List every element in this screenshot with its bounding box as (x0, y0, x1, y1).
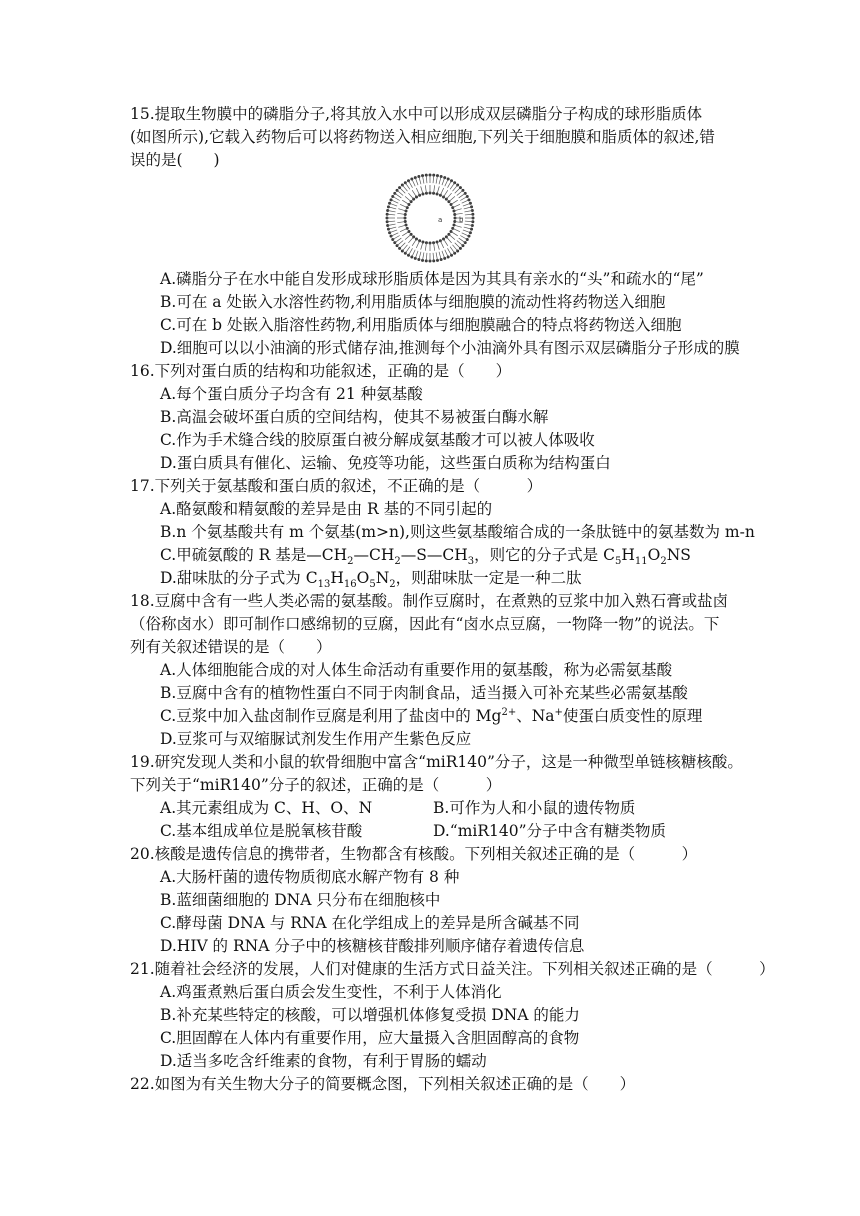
lipid-tail (393, 236, 400, 240)
q16-option-b: B.高温会破坏蛋白质的空间结构，使其不易被蛋白酶水解 (160, 408, 549, 426)
q21-option-a: A.鸡蛋煮熟后蛋白质会发生变性，不利于人体消化 (160, 983, 502, 1001)
lipid-tail (408, 193, 413, 199)
lipid-tail (440, 188, 443, 195)
q17-stem: 17.下列关于氨基酸和蛋白质的叙述，不正确的是（ ） (130, 477, 543, 495)
lipid-tail (454, 225, 462, 227)
lipid-tail (449, 234, 455, 239)
lipid-head (443, 257, 446, 260)
lipid-head (406, 227, 409, 230)
lipid-tail (402, 185, 407, 191)
lipid-head (450, 179, 453, 182)
q18-option-b: B.豆腐中含有的植物性蛋白不同于肉制食品，适当摄入可补充某些必需氨基酸 (160, 684, 688, 702)
q17-option-a: A.酪氨酸和精氨酸的差异是由 R 基的不同引起的 (160, 500, 493, 518)
q20-option-d: D.HIV 的 RNA 分子中的核糖核苷酸排列顺序储存着遗传信息 (160, 937, 585, 955)
lipid-head (451, 206, 454, 209)
q20-option-c: C.酵母菌 DNA 与 RNA 在化学组成上的差异是所含碱基不同 (160, 914, 580, 932)
q20-option-a: A.大肠杆菌的遗传物质彻底水解产物有 8 种 (160, 868, 460, 886)
lipid-tail (453, 185, 458, 191)
lipid-tail (408, 237, 413, 243)
lipid-tail (395, 238, 402, 243)
lipid-tail (449, 196, 455, 201)
lipid-tail (402, 200, 409, 204)
q21-option-d: D.适当多吃含纤维素的食物，有利于胃肠的蠕动 (160, 1052, 487, 1070)
lipid-tail (400, 204, 407, 207)
lipid-tail (462, 200, 469, 203)
lipid-tail (445, 250, 448, 257)
lipid-tail (455, 188, 461, 194)
lipid-tail (437, 242, 439, 250)
lipid-tail (398, 209, 406, 211)
lipid-tail (421, 186, 423, 194)
lipid-tail (398, 225, 406, 227)
q19-stem-line-1: 19.研究发现人类和小鼠的软骨细胞中富含“miR140”分子，这是一种微型单链核糖核酸。 (130, 753, 743, 771)
q19-option-a: A.其元素组成为 C、H、O、N (160, 799, 373, 817)
q21-option-b: B.补充某些特定的核酸，可以增强机体修复受损 DNA 的能力 (160, 1006, 580, 1024)
lipid-tail (388, 207, 396, 209)
q16-option-d: D.蛋白质具有催化、运输、免疫等功能，这些蛋白质称为结构蛋白 (160, 454, 611, 472)
lipid-tail (397, 190, 403, 195)
lipid-tail (400, 188, 406, 194)
q20-option-b: B.蓝细菌细胞的 DNA 只分布在细胞核中 (160, 891, 441, 909)
lipid-head (443, 176, 446, 179)
lipid-tail (457, 241, 463, 246)
lipid-tail (390, 230, 398, 233)
lipid-tail (416, 188, 419, 195)
q22-stem: 22.如图为有关生物大分子的简要概念图，下列相关叙述正确的是（ ） (130, 1075, 636, 1093)
q19-option-d: D.“miR140”分子中含有糖类物质 (433, 822, 667, 840)
lipid-tail (439, 252, 441, 260)
lipid-tail (391, 233, 398, 236)
lipid-tail (457, 190, 463, 195)
lipid-head (469, 231, 472, 234)
q16-stem: 16.下列对蛋白质的结构和功能叙述，正确的是（ ） (130, 362, 512, 380)
lipid-tail (450, 247, 455, 254)
lipid-head (410, 255, 413, 258)
q18-stem-line-1: 18.豆腐中含有一些人类必需的氨基酸。制作豆腐时，在煮熟的豆浆中加入熟石膏或盐卤 (130, 592, 729, 610)
q18-option-a: A.人体细胞能合成的对人体生命活动有重要作用的氨基酸，称为必需氨基酸 (160, 661, 673, 679)
lipid-tail (405, 247, 410, 254)
lipid-head (406, 206, 409, 209)
q15-stem-line-1: 15.提取生物膜中的磷脂分子,将其放入水中可以形成双层磷脂分子构成的球形脂质体 (130, 105, 703, 123)
lipid-tail (388, 227, 396, 229)
lipid-head (388, 202, 391, 205)
q19-stem-line-2: 下列关于“miR140”分子的叙述，正确的是（ ） (130, 776, 502, 794)
lipid-tail (412, 250, 415, 257)
lipid-tail (437, 186, 439, 194)
q15-option-a: A.磷脂分子在水中能自发形成球形脂质体是因为其具有亲水的“头”和疏水的“尾” (160, 270, 704, 288)
lipid-tail (412, 190, 416, 197)
lipid-tail (419, 176, 421, 184)
q19-option-b: B.可作为人和小鼠的遗传物质 (433, 799, 636, 817)
q17-option-b: B.n 个氨基酸共有 m 个氨基(m>n),则这些氨基酸缩合成的一条肽链中的氨基数为 m-n (160, 523, 755, 541)
liposome-figure (374, 172, 486, 264)
lipid-tail (459, 238, 466, 243)
lipid-head (451, 227, 454, 230)
q15-stem-line-3: 误的是( ) (130, 151, 220, 169)
lipid-tail (412, 239, 416, 246)
lipid-head (388, 231, 391, 234)
lipid-tail (450, 183, 455, 190)
lipid-tail (416, 241, 419, 248)
lipid-tail (405, 196, 411, 201)
q15-option-d: D.细胞可以以小油滴的形式储存油,推测每个小油滴外具有图示双层磷脂分子形成的膜 (160, 339, 740, 357)
lipid-tail (464, 227, 472, 229)
q16-option-c: C.作为手术缝合线的胶原蛋白被分解成氨基酸才可以被人体吸收 (160, 431, 595, 449)
q15-option-c: C.可在 b 处嵌入脂溶性药物,利用脂质体与细胞膜融合的特点将药物送入细胞 (160, 316, 682, 334)
lipid-tail (409, 248, 413, 255)
lipid-tail (412, 179, 415, 186)
lipid-tail (440, 241, 443, 248)
lipid-tail (463, 230, 471, 233)
lipid-tail (405, 234, 411, 239)
lipid-tail (442, 251, 445, 259)
q18-stem-line-2: （俗称卤水）即可制作口感绵韧的豆腐，因此有“卤水点豆腐，一物降一物”的说法。下 (130, 615, 720, 633)
lipid-tail (390, 203, 398, 206)
q21-option-c: C.胆固醇在人体内有重要作用，应大量摄入含胆固醇高的食物 (160, 1029, 580, 1047)
lipid-tail (448, 181, 452, 188)
lipid-tail (444, 239, 448, 246)
lipid-tail (395, 193, 402, 198)
q15-stem-line-2: (如图所示),它载入药物后可以将药物送入相应细胞,下列关于细胞膜和脂质体的叙述,错 (130, 128, 715, 146)
lipid-tail (463, 203, 471, 206)
lipid-tail (464, 207, 472, 209)
lipid-tail (393, 197, 400, 201)
q20-stem: 20.核酸是遗传信息的携带者，生物都含有核酸。下列相关叙述正确的是（ ） (130, 845, 698, 863)
lipid-head (414, 257, 417, 260)
lipid-tail (446, 237, 451, 243)
lipid-tail (453, 245, 458, 251)
lipid-tail (400, 228, 407, 231)
lipid-tail (459, 193, 466, 198)
q18-option-d: D.豆浆可与双缩脲试剂发生作用产生紫色反应 (160, 730, 472, 748)
lipid-tail (462, 233, 469, 236)
lipid-tail (419, 252, 421, 260)
q16-option-a: A.每个蛋白质分子均含有 21 种氨基酸 (160, 385, 423, 403)
lipid-tail (391, 200, 398, 203)
lipid-tail (415, 251, 418, 259)
q17-option-d: D.甜味肽的分子式为 $C_{13}H_{16}O_5N_2$，则甜味肽一定是一种二肽 (160, 569, 582, 591)
q18-option-c: C.豆浆中加入盐卤制作豆腐是利用了盐卤中的 $Mg^{2+}$、Na+使蛋白质变性的原理 (160, 706, 703, 725)
q17-option-c: C.甲硫氨酸的 R 基是$—CH_2—CH_2—S—CH_3$，则它的分子式是 $C_5H_{11}O_2NS$ (160, 546, 691, 568)
lipid-head (469, 202, 472, 205)
lipid-tail (445, 179, 448, 186)
figure-label-a: a (438, 216, 443, 224)
lipid-tail (400, 243, 406, 249)
lipid-tail (448, 248, 452, 255)
lipid-tail (397, 241, 403, 246)
lipid-tail (453, 204, 460, 207)
lipid-tail (455, 243, 461, 249)
lipid-head (414, 176, 417, 179)
q15-option-b: B.可在 a 处嵌入水溶性药物,利用脂质体与细胞膜的流动性将药物送入细胞 (160, 293, 666, 311)
lipid-tail (454, 209, 462, 211)
lipid-head (447, 178, 450, 181)
lipid-tail (444, 190, 448, 197)
lipid-tail (415, 178, 418, 186)
lipid-head (407, 179, 410, 182)
lipid-head (410, 178, 413, 181)
lipid-tail (402, 232, 409, 236)
lipid-tail (453, 228, 460, 231)
lipid-tail (442, 178, 445, 186)
lipid-tail (460, 197, 467, 201)
q18-stem-line-3: 列有关叙述错误的是（ ） (130, 638, 332, 656)
figure-label-b: b (459, 216, 464, 224)
lipid-tail (421, 242, 423, 250)
lipid-tail (439, 176, 441, 184)
lipid-tail (451, 232, 458, 236)
lipid-tail (405, 183, 410, 190)
lipid-tail (451, 200, 458, 204)
lipid-tail (446, 193, 451, 199)
lipid-tail (402, 245, 407, 251)
lipid-head (447, 255, 450, 258)
lipid-tail (409, 181, 413, 188)
lipid-tail (460, 236, 467, 240)
q19-option-c: C.基本组成单位是脱氧核苷酸 (160, 822, 363, 840)
q21-stem: 21.随着社会经济的发展，人们对健康的生活方式日益关注。下列相关叙述正确的是（ ） (130, 960, 775, 978)
